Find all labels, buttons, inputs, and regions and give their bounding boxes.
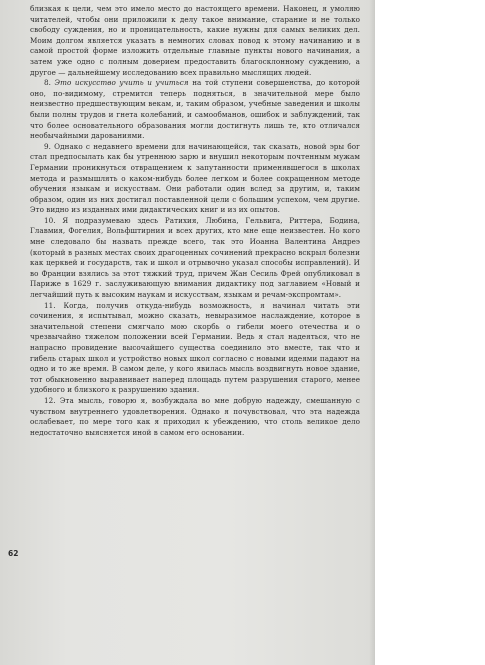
paragraph-continued [30,4,360,78]
paragraph-text: 12. Эта мысль, говорю я, возбуждала во мне добрую надежду, смешанную с чувством внутреннего удовлетворения. Однако я почувствовал, что эта надежда ослабевает, по мере того как я приходил к убеждению, что столь великое дело недостаточно выясняется иной в самом его основании. [30,395,360,437]
paragraph-text: 10. Я подразумеваю здесь Ратихия, Любина, Гельвига, Риттера, Бодина, Главмия, Фогелия, Вольфштирния и всех других, кто мне еще неизвестен. Но кого мне следовало бы назвать прежде всего, так это Иоанна Валентина Андреэ (который в разных местах своих драгоценных сочинений прекрасно вскрыл болезни как церквей и государств, так и школ и отрывочно указал способы исправлений). И во Франции взялись за этот тяжкий труд, причем Жан Сесиль Фрей опубликовал в Париже в 1629 г. заслуживающую внимания дидактику под заглавием «Новый и легчайший путь к высоким наукам и искусствам, языкам и речам-экспромтам». [30,215,360,300]
page-text-block [30,4,360,438]
paragraph-text: близкая к цели, чем это имело место до настоящего времени. Наконец, я умоляю читателей, чтобы они приложили к делу такое внимание, старание и не только свободу суждения, но и проницательность, какие нужны для самых великих дел. Моим долгом является указать в немногих словах повод к этому начинанию и в самой простой форме изложить отдельные главные пункты нового начинания, а затем уже одно с полным доверием предоставить благосклонному суждению, а другое — дальнейшему исследованию всех правильно мыслящих людей. [30,4,360,77]
paragraph-text: 11. Когда, получив откуда-нибудь возможность, я начинал читать эти сочинения, я испытывал, можно сказать, невыразимое наслаждение, которое в значительной степени смягчало мою скорбь о гибели моего отечества и о чрезвычайно тяжелом положении всей Германии. Ведь я стал надеяться, что не напрасно провидение высочайшего существа соединило это вместе, так что и гибель старых школ и устройство новых школ согласно с новыми идеями падают на одно и то же время. В самом деле, у кого явилась мысль воздвигнуть новое здание, тот обыкновенно выравнивает наперед площадь путем разрушения старого, менее удобного и близкого к разрушению здания. [30,300,360,395]
page-number: 62 [8,549,19,558]
paragraph-8 [30,78,360,142]
emphasized-phrase: Это искусство учить и учиться [54,78,189,88]
paragraph-text: на той ступени совершенства, до которой оно, по-видимому, стремится теперь подняться, в значительной мере было неизвестно предшествующим векам, и, таким образом, учебные заведения и школы были полны трудов и гнета колебаний, и самообманов, ошибок и заблуждений, так что более основательного образования могли достигнуть лишь те, кто отличался необычайными дарованиями. [30,78,360,141]
paragraph-10 [30,216,360,301]
paragraph-11 [30,301,360,396]
paragraph-12 [30,396,360,438]
paragraph-number-text: 8. [44,78,55,88]
paragraph-9 [30,142,360,216]
paragraph-text: 9. Однако с недавнего времени для начинающейся, так сказать, новой эры бог стал предпосылать как бы утреннюю зарю и внушил некоторым почтенным мужам Германии проникнуться отвращением к запутанности применявшегося в школах метода и размышлять о каком-нибудь более легком и более сокращенном методе обучения языкам и искусствам. Они работали один вслед за другим, и, таким образом, один из них достигал поставленной цели с большим успехом, чем другие. Это видно из изданных ими дидактических книг и из их опытов. [30,141,360,215]
page-edge-shadow [369,0,375,665]
